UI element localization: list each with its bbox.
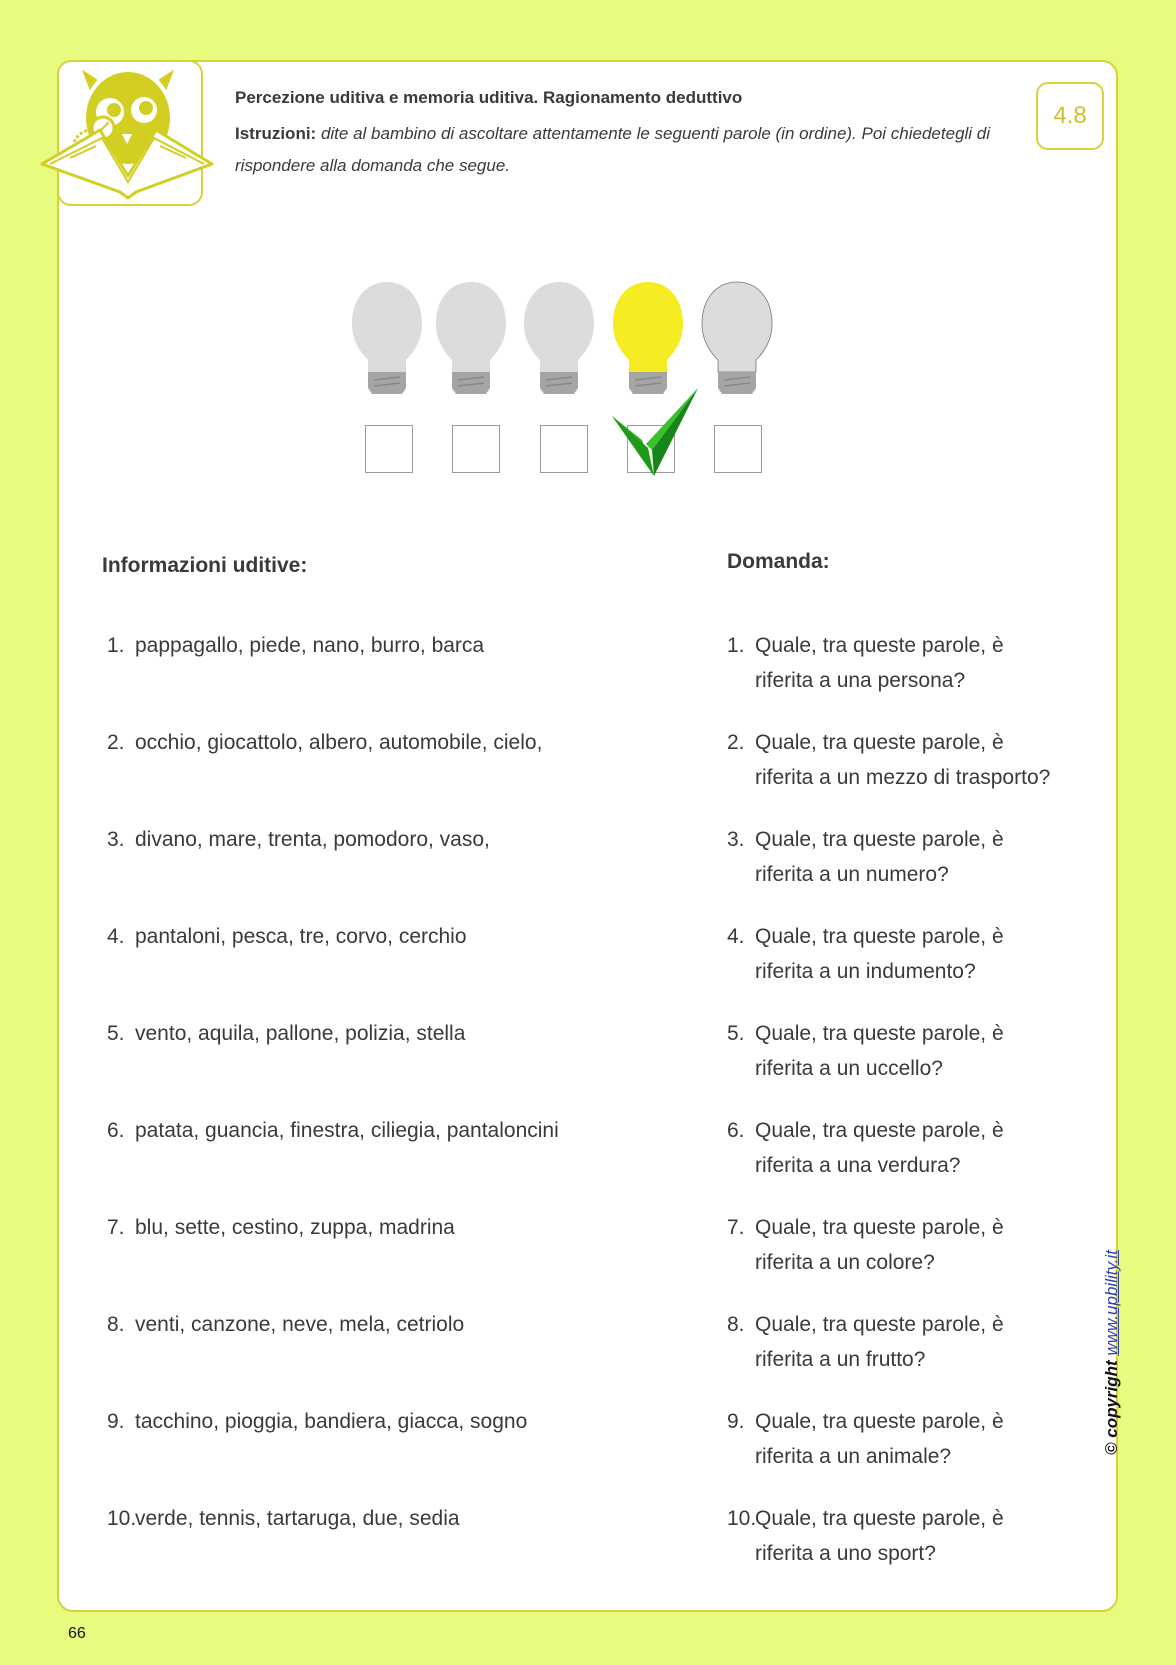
lightbulb-off-icon xyxy=(522,280,596,398)
copyright-label: © copyright xyxy=(1102,1360,1121,1455)
owl-reading-book-icon xyxy=(40,66,216,206)
lightbulb-off-icon xyxy=(350,280,424,398)
question-item: 1. Quale, tra queste parole, è riferita a una persona? xyxy=(727,634,1004,692)
lightbulb-off-icon xyxy=(434,280,508,398)
question-item: 6. Quale, tra queste parole, è riferita a una verdura? xyxy=(727,1119,1004,1177)
info-item: 10.verde, tennis, tartaruga, due, sedia xyxy=(107,1507,460,1530)
instructions-text: dite al bambino di ascoltare attentamente le seguenti parole (in ordine). Poi chiedetegli di rispondere alla domanda che segue. xyxy=(235,124,991,175)
question-item: 2. Quale, tra queste parole, è riferita a un mezzo di trasporto? xyxy=(727,731,1051,789)
upbility-link[interactable]: www.upbility.it xyxy=(1102,1250,1121,1356)
question-item: 7. Quale, tra queste parole, è riferita a un colore? xyxy=(727,1216,1004,1274)
question-item: 10.Quale, tra queste parole, è riferita a uno sport? xyxy=(727,1507,1004,1565)
question-item: 3. Quale, tra queste parole, è riferita a un numero? xyxy=(727,828,1004,886)
question-item: 4. Quale, tra queste parole, è riferita a un indumento? xyxy=(727,925,1004,983)
lightbulb-on-icon xyxy=(611,280,685,398)
info-item: 6. patata, guancia, finestra, ciliegia, pantaloncini xyxy=(107,1119,559,1142)
question-item: 9. Quale, tra queste parole, è riferita a un animale? xyxy=(727,1410,1004,1468)
instructions-label: Istruzioni: xyxy=(235,124,317,143)
answer-checkbox-2[interactable] xyxy=(452,425,500,473)
info-item: 3. divano, mare, trenta, pomodoro, vaso, xyxy=(107,828,490,851)
answer-checkbox-3[interactable] xyxy=(540,425,588,473)
answer-checkbox-5[interactable] xyxy=(714,425,762,473)
info-item: 8. venti, canzone, neve, mela, cetriolo xyxy=(107,1313,465,1336)
answer-checkbox-1[interactable] xyxy=(365,425,413,473)
copyright-notice xyxy=(1102,1250,1122,1455)
info-heading: Informazioni uditive: xyxy=(102,554,308,577)
bulb-answer-row xyxy=(350,280,780,480)
page-number: 66 xyxy=(68,1625,86,1642)
exercise-number-badge: 4.8 xyxy=(1036,82,1104,150)
green-checkmark-icon xyxy=(612,388,698,478)
question-item: 8. Quale, tra queste parole, è riferita a un frutto? xyxy=(727,1313,1004,1371)
info-item: 1. pappagallo, piede, nano, burro, barca xyxy=(107,634,485,657)
question-heading: Domanda: xyxy=(727,550,830,573)
info-item: 2. occhio, giocattolo, albero, automobile, cielo, xyxy=(107,731,543,754)
question-item: 5. Quale, tra queste parole, è riferita a un uccello? xyxy=(727,1022,1004,1080)
info-item: 4. pantaloni, pesca, tre, corvo, cerchio xyxy=(107,925,467,948)
instructions xyxy=(235,118,1035,182)
info-item: 7. blu, sette, cestino, zuppa, madrina xyxy=(107,1216,455,1239)
lightbulb-off-icon xyxy=(700,280,774,398)
info-item: 9. tacchino, pioggia, bandiera, giacca, sogno xyxy=(107,1410,528,1433)
exercise-title: Percezione uditiva e memoria uditiva. Ragionamento deduttivo xyxy=(235,88,743,107)
info-item: 5. vento, aquila, pallone, polizia, stella xyxy=(107,1022,466,1045)
